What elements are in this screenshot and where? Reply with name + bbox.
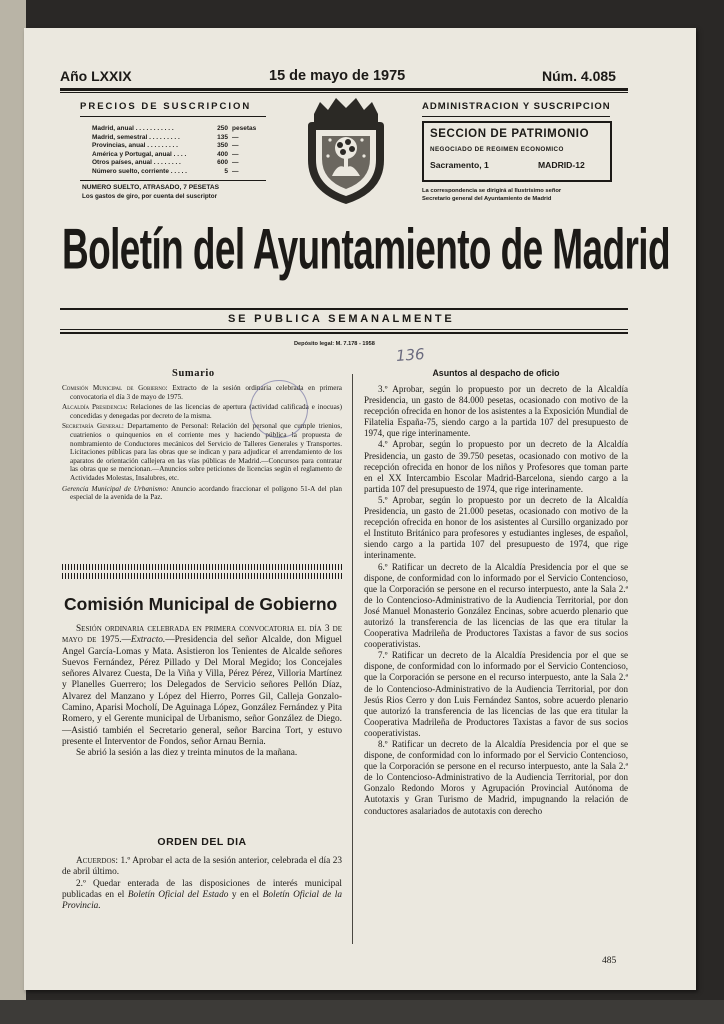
prices-rule <box>80 116 266 117</box>
left-page-edge <box>0 0 26 1000</box>
asuntos-title: Asuntos al despacho de oficio <box>432 368 560 378</box>
prices-rule-bottom <box>80 180 266 181</box>
handwritten-note: 136 <box>395 345 426 365</box>
library-stamp <box>250 380 308 438</box>
prices-table <box>92 125 262 177</box>
sumario-item: Secretaría General: Departamento de Personal: Relación del personal que cumple trienios, cuatrienios o quinquenios en el corriente mes y haciendo pública la propuesta de nombramiento de Conductores mecánicos del Servicio de Talleres Generales y Transportes. Licitaciones públicas para las obras que se indican y para adjudicar el arrendamiento de los aparatos de orientación callejera en las vías públicas de Madrid.—Concursos para contratar las obras que se mencionan.—Anuncios sobre peticiones de licencias según el reglamento de Actividades Molestas, Insalubres, etc. <box>62 422 342 482</box>
masthead-rule-mid <box>60 329 628 330</box>
admin-rule <box>422 116 610 117</box>
scanner-bed <box>0 1000 724 1024</box>
orden-del-dia-title: ORDEN DEL DIA <box>157 836 247 848</box>
prices-note-atrasado: NUMERO SUELTO, ATRASADO, 7 PESETAS <box>82 184 220 191</box>
price-row: Provincias, anual . . . . . . . . . 350 — <box>92 142 239 150</box>
acuerdo-paragraph: 2.º Quedar enterada de las disposiciones de interés municipal publicadas en el Boletín Oficial del Estado y en el Boletín Oficial de la Provincia. <box>62 878 342 912</box>
madrid-coat-of-arms-icon <box>300 96 392 208</box>
sumario-item: Comisión Municipal de Gobierno: Extracto de la sesión ordinaria celebrada en primera convocatoria el día 3 de mayo de 1975. <box>62 384 342 401</box>
admin-address: Sacramento, 1 <box>430 160 489 170</box>
header-rule-thin <box>60 92 628 93</box>
comision-title: Comisión Municipal de Gobierno <box>64 594 338 614</box>
price-row: Número suelto, corriente . . . . . 5 — <box>92 167 239 175</box>
comision-text <box>62 624 342 760</box>
prices-title: PRECIOS DE SUSCRIPCION <box>80 101 252 112</box>
sumario-item: Alcaldía Presidencia: Relaciones de las licencias de apertura (actividad calificada e inocuas) concedidas y denegadas por decreto de la misma. <box>62 403 342 420</box>
orden-text <box>62 856 342 912</box>
newspaper-page <box>24 28 696 990</box>
acuerdo-paragraph: Acuerdos: 1.º Aprobar el acta de la sesión anterior, celebrada el día 23 de abril último. <box>62 856 342 878</box>
asunto-paragraph: 4.º Aprobar, según lo propuesto por un decreto de la Alcaldía Presidencia, un gasto de 39.750 pesetas, ocasionado con motivo de la recepción ofrecida en honor de los niños y Profesores que toman parte en el XX Intercambio Escolar Madrid-Barcelona, siendo cargo a la partida 107 del presupuesto de 1974, que rige interinamente. <box>364 439 628 494</box>
section-divider-bottom <box>62 573 342 579</box>
issue-number: Núm. 4.085 <box>542 68 616 84</box>
masthead-rule-top <box>60 308 628 310</box>
comision-paragraph: Se abrió la sesión a las diez y treinta minutos de la mañana. <box>76 748 298 759</box>
admin-title: ADMINISTRACION Y SUSCRIPCION <box>422 101 611 112</box>
asunto-paragraph: 6.º Ratificar un decreto de la Alcaldía Presidencia por el que se dispone, de conformidad con lo informado por el Servicio Contencioso, que la Corporación se persone en el recurso interpuesto, ante la Sala 2.ª de lo Contencioso-Administrativo de la Audiencia Territorial, por don José Manuel Monasterio González Encinas, sobre acuerdo plenario que autorizó la transferencia de las licencias de las que era titular la Cooperativa Madrileña de Productores Taxistas a favor de sus socios cooperativistas. <box>364 561 628 650</box>
sumario-item: Gerencia Municipal de Urbanismo: Anuncio acordando fraccionar el polígono 51-A del plan especial de la avenida de la Paz. <box>62 484 343 502</box>
price-row: Madrid, anual . . . . . . . . . . . 250 pesetas <box>92 125 257 132</box>
masthead-rule-bottom <box>60 332 628 334</box>
comision-paragraph: Sesión ordinaria celebrada en primera convocatoria el día 3 de mayo de 1975.—Extracto.—Presidencia del señor Alcalde, don Miguel Angel García-Lomas y Mata. Asistieron los Tenientes de Alcalde señores Suevos Fernández, Pérez Pillado y Del Moral Megido; los Concejales señores Alvarez Cuesta, De la Viña y Villa, Pérez Pérez, Villoria Martínez y Planelles Guerrero; los Delegados de Servicio señores Pellón Díaz, Alvarez del Manzano y López del Hierro, Porres Gil, Calleja Gonzalo-Camino, Aparisi Mocholí, De Aguinaga López, González Fernández y Pita Romero, y el Gerente municipal de Urbanismo, señor González de Diego.—Asistió también el Secretario general, señor Barcina Tort, y estuvo presente el Interventor de Fondos, señor Arnau Bernia. <box>62 624 342 747</box>
admin-note-line1: La correspondencia se dirigirá al Ilustrísimo señor <box>422 188 562 194</box>
admin-section: SECCION DE PATRIMONIO <box>430 128 590 140</box>
admin-city: MADRID-12 <box>538 160 585 170</box>
price-row: Otros países, anual . . . . . . . . 600 — <box>92 159 239 167</box>
admin-box <box>422 121 612 182</box>
masthead-title: Boletín del Ayuntamiento de Madrid <box>62 217 670 282</box>
price-row: Madrid, semestral . . . . . . . . . 135 — <box>92 133 239 141</box>
year-label: Año LXXIX <box>60 68 132 84</box>
admin-negociado: NEGOCIADO DE REGIMEN ECONOMICO <box>430 146 564 153</box>
prices-note-giro: Los gastos de giro, por cuenta del suscriptor <box>82 193 218 200</box>
header-rule-thick <box>60 88 628 91</box>
asunto-paragraph: 7.º Ratificar un decreto de la Alcaldía Presidencia por el que se dispone, de conformidad con lo informado por el Servicio Contencioso, que la Corporación se persone en el recurso interpuesto, ante la Sala 2.ª de lo Contencioso-Administrativo de la Audiencia Territorial, por don Jesús Rios Cerro y don Luis Fernández Santos, sobre acuerdo plenario que autorizó la transferencia de las licencias de las que era titular la Cooperativa Madrileña de Productores Taxistas a favor de sus socios cooperativistas. <box>364 650 628 738</box>
issue-date: 15 de mayo de 1975 <box>269 68 406 84</box>
deposito-legal: Depósito legal: M. 7.178 - 1958 <box>294 341 375 347</box>
asunto-paragraph: 3.º Aprobar, según lo propuesto por un decreto de la Alcaldía Presidencia, un gasto de 84.000 pesetas, ocasionado con motivo de la recepción ofrecida en honor de los asistentes a la Exposición Mundial de Filatelia España-75, siendo cargo a la partida 107 del presupuesto de 1974, que rige interinamente. <box>364 384 628 439</box>
asuntos-text <box>364 384 628 817</box>
masthead-subtitle: SE PUBLICA SEMANALMENTE <box>228 313 455 325</box>
price-row: América y Portugal, anual . . . . 400 — <box>92 150 239 158</box>
asunto-paragraph: 5.º Aprobar, según lo propuesto por un decreto de la Alcaldía Presidencia, un gasto de 21.000 pesetas, ocasionado con motivo de la recepción ofrecida en honor de los asistentes al Cursillo organizado por el Instituto Británico para profesores y estudiantes ingleses, de español, siendo cargo a la partida 107 del presupuesto de 1974, que rige interinamente. <box>364 494 628 561</box>
asunto-paragraph: 8.º Ratificar un decreto de la Alcaldía Presidencia por el que se dispone, de conformidad con lo informado por el Servicio Contencioso, que la Corporación se persone en el recurso interpuesto, ante la Sala 2.ª de lo Contencioso-Administrativo de la Audiencia Territorial, por don Gonzalo Redondo Moros y Agrupación Provincial Autónoma de Autotaxis y Gran Turismo de Madrid, impugnando la relación de conductores asalariados de autotaxis con derecho <box>364 739 628 816</box>
sumario-title: Sumario <box>172 368 215 379</box>
column-separator <box>352 374 353 944</box>
section-divider-top <box>62 564 342 570</box>
admin-note-line2: Secretario general del Ayuntamiento de Madrid <box>422 196 552 202</box>
page-number: 485 <box>602 956 617 966</box>
